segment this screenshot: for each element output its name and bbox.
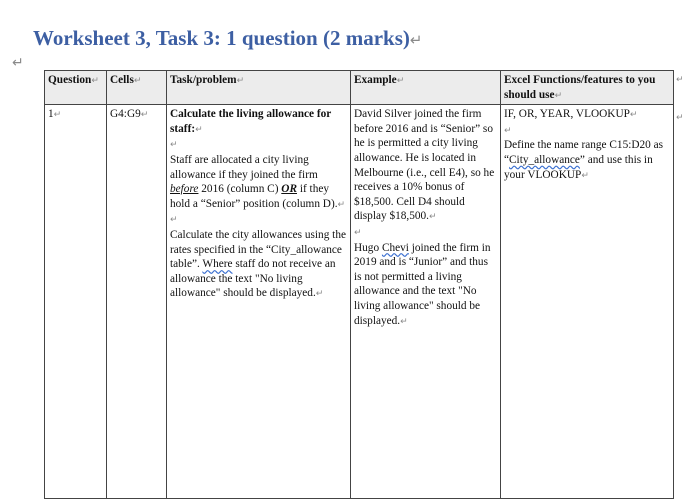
empty-paragraph xyxy=(170,212,347,228)
task-table xyxy=(44,70,674,499)
paragraph-mark-icon: ↵ xyxy=(195,124,203,135)
cell-mark-icon: ↵ xyxy=(91,76,99,86)
row-end-mark-icon: ↵ xyxy=(676,113,684,123)
example-paragraph-1: David Silver joined the firm before 2016 and is “Senior” so he is permitted a city living allowance. He is located in Melbourne (i.e., cell E4), so he receives a 10% bonus of $18,500. Cell D4 should display $18,500.↵ xyxy=(354,108,495,223)
functions-cell xyxy=(501,105,674,499)
paragraph-mark-icon: ↵ xyxy=(315,289,324,300)
example-paragraph-2: Hugo Chevi joined the firm in 2019 and is “Junior” and thus is not permitted a living allowance and the text "No living allowance" should be displayed.↵ xyxy=(354,241,491,327)
functions-paragraph-2: Define the name range C15:D20 as “City_allowance” and use this in your VLOOKUP↵ xyxy=(504,139,664,181)
paragraph-mark-icon: ↵ xyxy=(409,31,423,49)
cells-cell: G4:G9↵ xyxy=(107,105,167,499)
paragraph-mark-icon: ↵ xyxy=(354,227,362,238)
functions-paragraph-1: IF, OR, YEAR, VLOOKUP↵ xyxy=(504,108,638,121)
task-cell xyxy=(167,105,351,499)
task-paragraph-2: Calculate the city allowances using the rates specified in the “City_allowance table”. Where staff do not receive an allowance the text "No living allowance" should be displayed.↵ xyxy=(170,228,346,300)
table-row xyxy=(45,105,674,499)
paragraph-mark-icon: ↵ xyxy=(400,316,408,327)
paragraph-mark-icon: ↵ xyxy=(504,125,512,136)
example-cell xyxy=(351,105,501,499)
cell-mark-icon: ↵ xyxy=(133,76,142,86)
row-end-mark-icon: ↵ xyxy=(676,75,684,85)
header-functions: Excel Functions/features to you should use↵ xyxy=(501,71,674,105)
task-paragraph-1: Staff are allocated a city living allowance if they joined the firm before 2016 (column C) OR if they hold a “Senior” position (column D).↵ xyxy=(170,153,346,210)
paragraph-mark-icon: ↵ xyxy=(429,212,437,223)
cell-mark-icon: ↵ xyxy=(581,170,589,181)
paragraph-mark-icon: ↵ xyxy=(337,199,346,210)
cell-mark-icon: ↵ xyxy=(53,110,62,121)
cell-mark-icon: ↵ xyxy=(236,76,245,86)
paragraph-mark-icon: ↵ xyxy=(629,110,638,121)
empty-paragraph xyxy=(504,123,670,139)
header-example: Example↵ xyxy=(351,71,501,105)
empty-paragraph xyxy=(354,225,497,241)
task-heading: Calculate the living allowance for staff:↵ xyxy=(170,108,332,135)
cell-mark-icon: ↵ xyxy=(554,90,563,101)
worksheet-title xyxy=(33,26,422,51)
paragraph-mark-icon: ↵ xyxy=(170,215,178,226)
cell-mark-icon: ↵ xyxy=(140,110,149,121)
empty-paragraph xyxy=(170,137,347,153)
header-task: Task/problem↵ xyxy=(167,71,351,105)
title-text: Worksheet 3, Task 3: 1 question (2 marks) xyxy=(33,26,410,50)
header-cells: Cells↵ xyxy=(107,71,167,105)
question-cell: 1↵ xyxy=(45,105,107,499)
header-question: Question↵ xyxy=(45,71,107,105)
cell-mark-icon: ↵ xyxy=(396,76,405,86)
paragraph-mark-icon: ↵ xyxy=(170,140,178,151)
table-header-row xyxy=(45,71,674,105)
paragraph-mark-icon: ↵ xyxy=(12,55,24,71)
